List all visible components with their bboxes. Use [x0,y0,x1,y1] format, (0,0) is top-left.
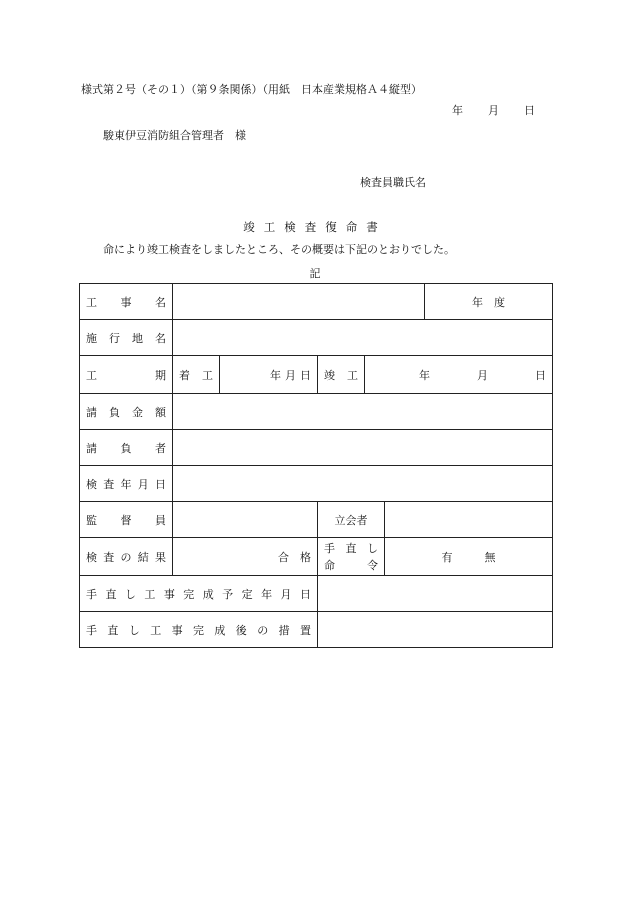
supervisor-label: 監 督 員 [80,502,173,538]
inspection-report-table [79,283,553,648]
construction-name-label: 工 事 名 [80,284,173,320]
result-label: 検査の結果 [80,538,173,576]
row-site [80,320,553,356]
rework-schedule-label: 手直し工事完成予定年月日 [80,576,318,612]
row-contract-amount [80,394,553,430]
witness-field[interactable] [385,502,553,538]
completion-date-field[interactable] [365,356,553,394]
date-year-label: 年 [452,104,463,117]
start-label: 着 工 [173,356,220,394]
contractor-label: 請 負 者 [80,430,173,466]
site-field[interactable] [173,320,553,356]
row-construction-name [80,284,553,320]
completion-label: 竣 工 [318,356,365,394]
completion-month-label: 月 [477,368,489,382]
supervisor-field[interactable] [173,502,318,538]
ki-label: 記 [309,267,321,280]
construction-name-field[interactable] [173,284,425,320]
rework-order-choice[interactable] [385,538,553,576]
row-rework-schedule [80,576,553,612]
rework-no-label[interactable]: 無 [484,550,496,564]
row-result [80,538,553,576]
rework-order-line2: 命 令 [324,558,378,572]
rework-order-label [318,538,385,576]
row-period [80,356,553,394]
start-day-label: 日 [300,368,311,382]
rework-measures-label: 手直し工事完成後の措置 [80,612,318,648]
row-contractor [80,430,553,466]
date-day-label: 日 [524,104,535,117]
fiscal-year-field[interactable]: 年 度 [425,284,553,320]
start-date-field[interactable] [220,356,318,394]
pass-cell[interactable]: 合 格 [173,538,318,576]
inspection-date-field[interactable] [173,466,553,502]
addressee: 駿東伊豆消防組合管理者 様 [103,129,246,142]
contract-amount-field[interactable] [173,394,553,430]
period-label: 工 期 [80,356,173,394]
rework-measures-field[interactable] [318,612,553,648]
rework-yes-label[interactable]: 有 [441,550,453,564]
intro-text: 命により竣工検査をしましたところ、その概要は下記のとおりでした。 [103,243,455,256]
start-year-label: 年 [270,368,281,382]
row-rework-measures [80,612,553,648]
site-label: 施行地名 [80,320,173,356]
form-number-label: 様式第２号（その１）（第９条関係）（用紙 日本産業規格Ａ４縦型） [81,83,422,96]
completion-day-label: 日 [535,368,547,382]
document-title: 竣工検査復命書 [243,220,387,234]
contract-amount-label: 請負金額 [80,394,173,430]
completion-year-label: 年 [419,368,430,382]
date-month-label: 月 [488,104,499,117]
row-inspection-date [80,466,553,502]
contractor-field[interactable] [173,430,553,466]
inspector-name-label: 検査員職氏名 [360,176,426,189]
rework-schedule-field[interactable] [318,576,553,612]
start-month-label: 月 [285,368,296,382]
row-supervisor [80,502,553,538]
inspection-date-label: 検査年月日 [80,466,173,502]
witness-label: 立会者 [318,502,385,538]
rework-order-line1: 手直し [324,541,378,555]
